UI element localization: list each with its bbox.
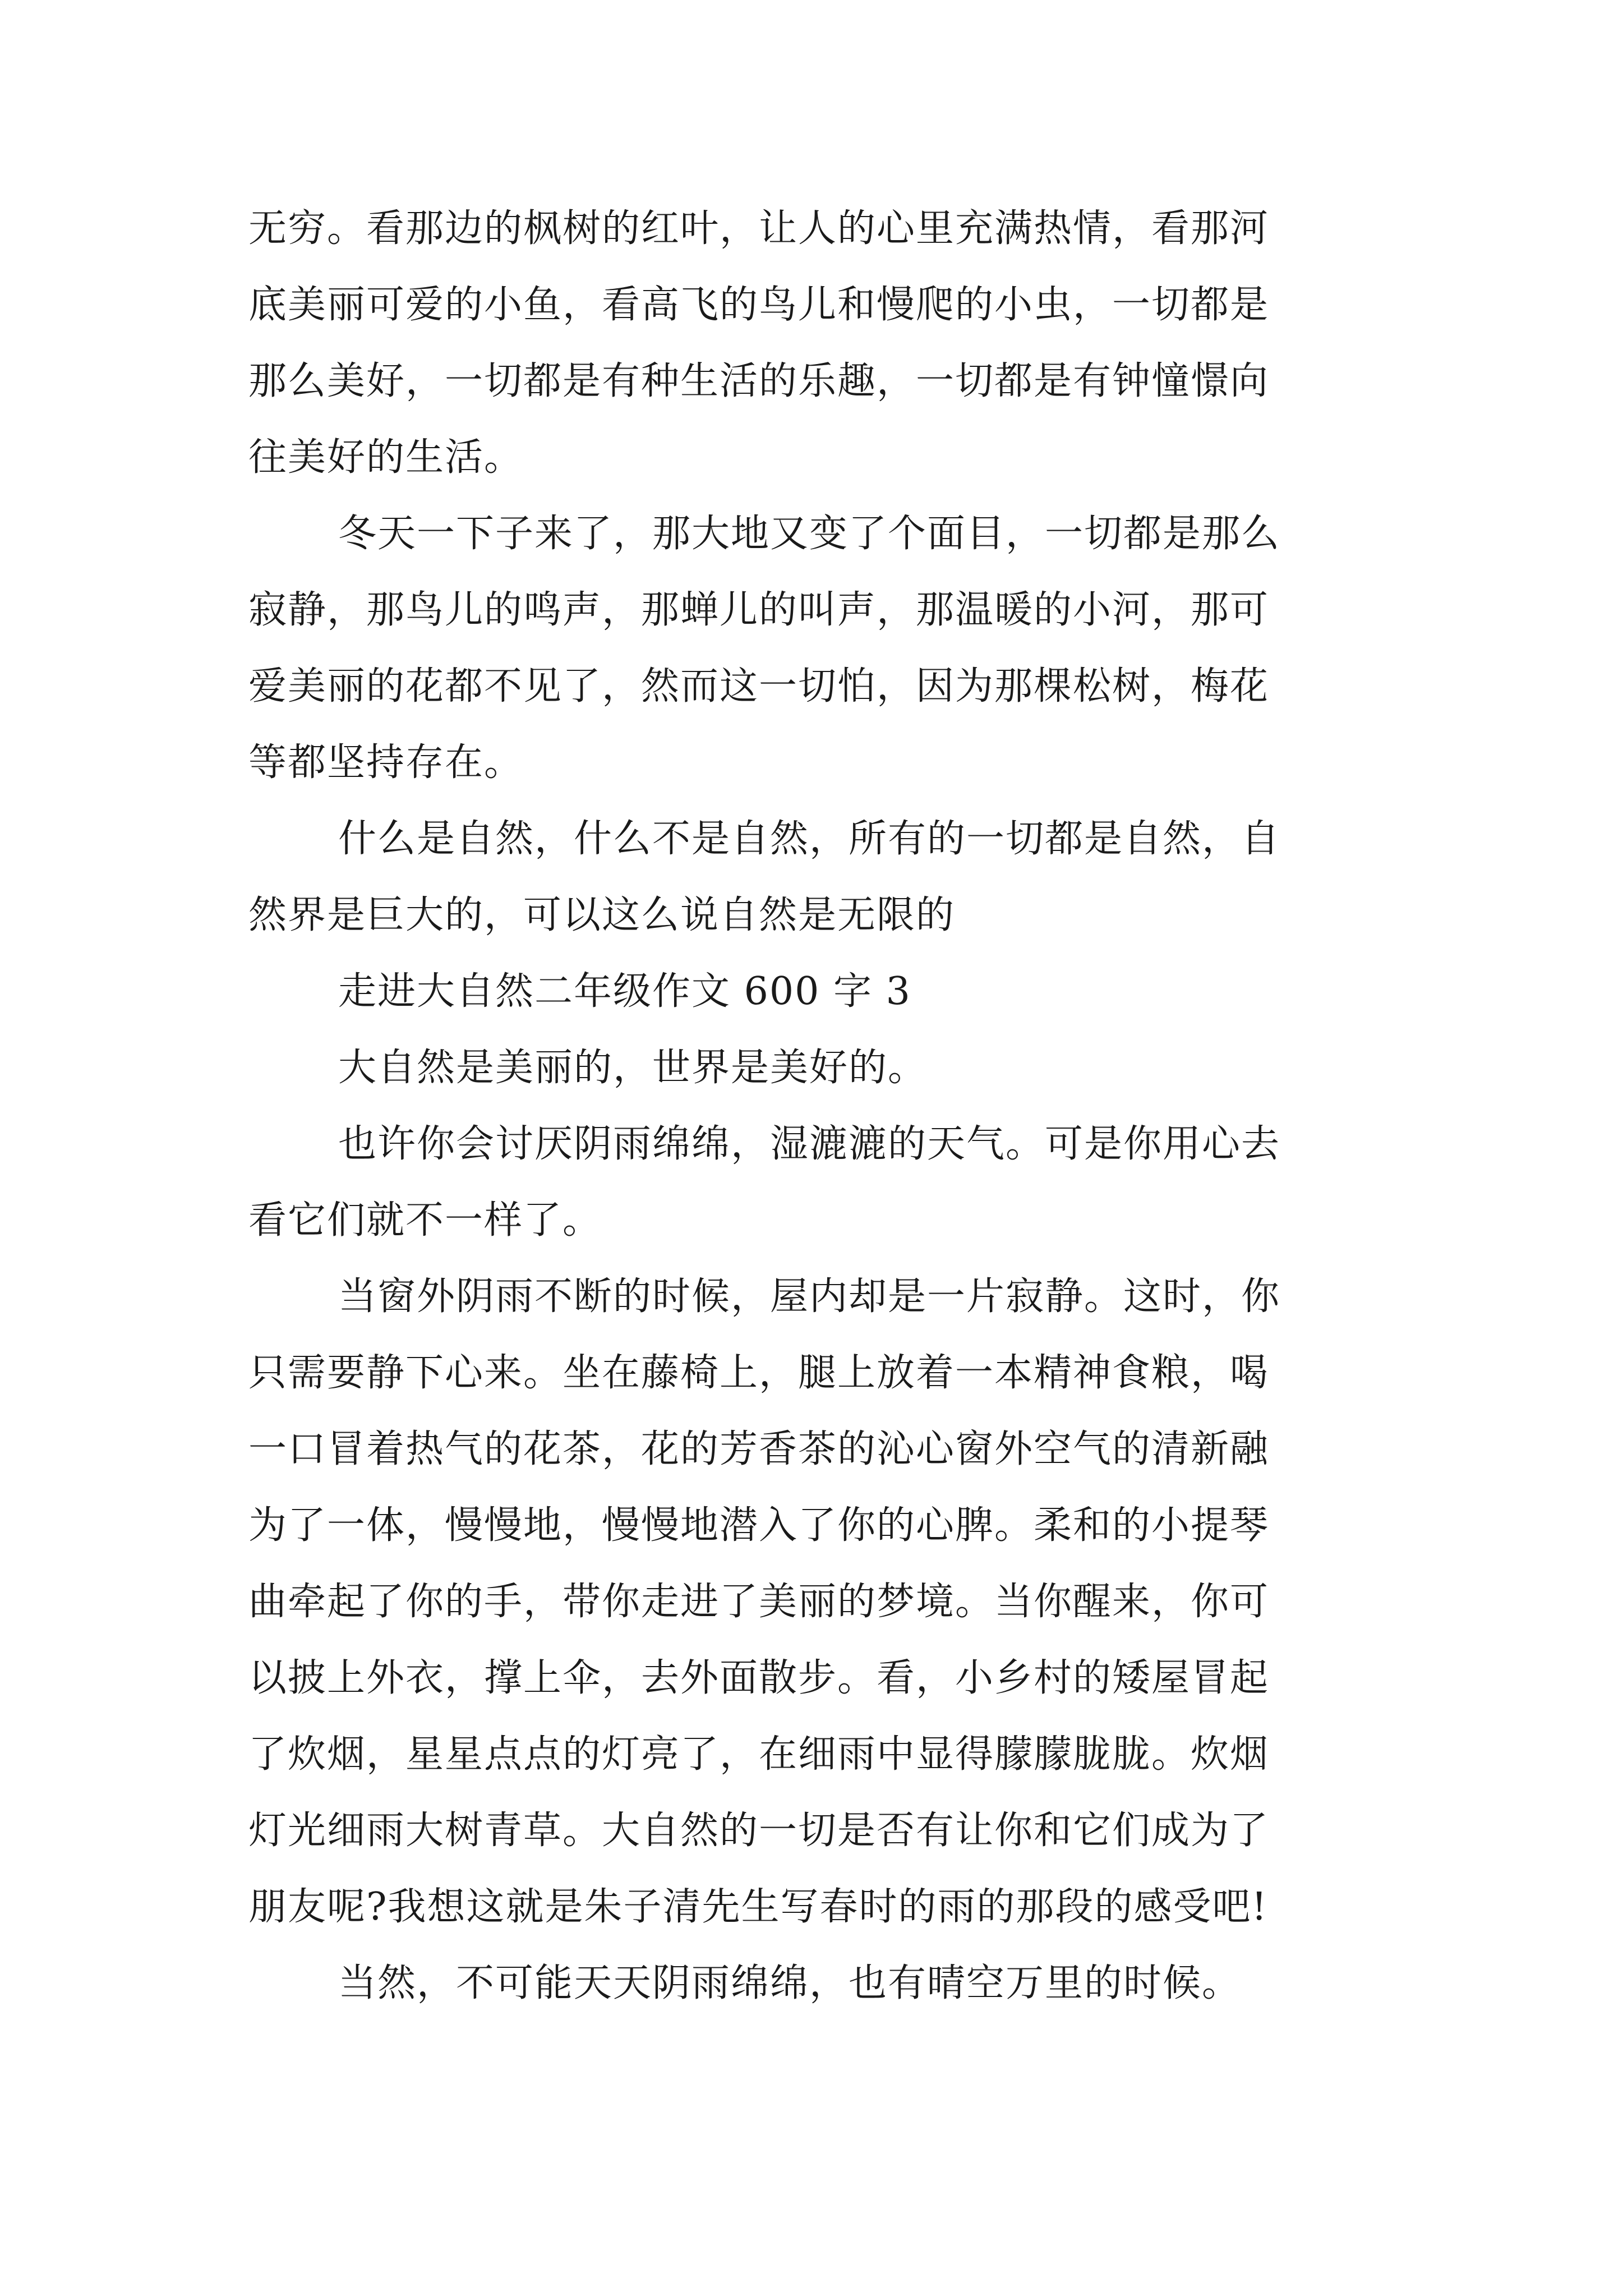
text-line: 当窗外阴雨不断的时候，屋内却是一片寂静。这时，你 <box>338 1274 1281 1319</box>
paragraph <box>248 1945 1393 2022</box>
paragraph <box>248 1106 1393 1259</box>
text-line: 也许你会讨厌阴雨绵绵，湿漉漉的天气。可是你用心去 <box>338 1122 1281 1166</box>
text-line: 朋友呢?我想这就是朱子清先生写春时的雨的那段的感受吧! <box>248 1885 1268 1929</box>
paragraph <box>248 1259 1393 1945</box>
text-line: 一口冒着热气的花茶，花的芳香茶的沁心窗外空气的清新融 <box>248 1427 1270 1471</box>
heading-line: 走进大自然二年级作文 600 字 3 <box>338 969 911 1014</box>
text-line: 只需要静下心来。坐在藤椅上，腿上放着一本精神食粮，喝 <box>248 1351 1270 1395</box>
text-line: 灯光细雨大树青草。大自然的一切是否有让你和它们成为了 <box>248 1809 1270 1853</box>
section-heading <box>248 954 1393 1030</box>
text-line: 为了一体，慢慢地，慢慢地潜入了你的心脾。柔和的小提琴 <box>248 1503 1270 1548</box>
text-line: 爱美丽的花都不见了，然而这一切怕，因为那棵松树，梅花 <box>248 664 1270 708</box>
text-line: 无穷。看那边的枫树的红叶，让人的心里充满热情，看那河 <box>248 206 1270 251</box>
text-line: 底美丽可爱的小鱼，看高飞的鸟儿和慢爬的小虫，一切都是 <box>248 283 1270 327</box>
text-line: 那么美好，一切都是有种生活的乐趣，一切都是有钟憧憬向 <box>248 359 1270 403</box>
text-line: 然界是巨大的，可以这么说自然是无限的 <box>248 893 956 937</box>
text-line: 以披上外衣，撑上伞，去外面散步。看，小乡村的矮屋冒起 <box>248 1656 1270 1700</box>
text-line: 什么是自然，什么不是自然，所有的一切都是自然，自 <box>338 817 1281 861</box>
paragraph <box>248 496 1393 801</box>
paragraph <box>248 801 1393 954</box>
text-line: 了炊烟，星星点点的灯亮了，在细雨中显得朦朦胧胧。炊烟 <box>248 1732 1270 1777</box>
paragraph <box>248 191 1393 496</box>
paragraph <box>248 1030 1393 1106</box>
text-line: 曲牵起了你的手，带你走进了美丽的梦境。当你醒来，你可 <box>248 1580 1270 1624</box>
document-body <box>248 191 1393 2022</box>
text-line: 等都坚持存在。 <box>248 740 524 785</box>
text-line: 寂静，那鸟儿的鸣声，那蝉儿的叫声，那温暖的小河，那可 <box>248 588 1270 632</box>
text-line: 大自然是美丽的，世界是美好的。 <box>338 1046 928 1090</box>
text-line: 往美好的生活。 <box>248 435 524 480</box>
text-line: 当然，不可能天天阴雨绵绵，也有晴空万里的时候。 <box>338 1961 1242 2005</box>
text-line: 冬天一下子来了，那大地又变了个面目，一切都是那么 <box>338 512 1281 556</box>
text-line: 看它们就不一样了。 <box>248 1198 602 1243</box>
